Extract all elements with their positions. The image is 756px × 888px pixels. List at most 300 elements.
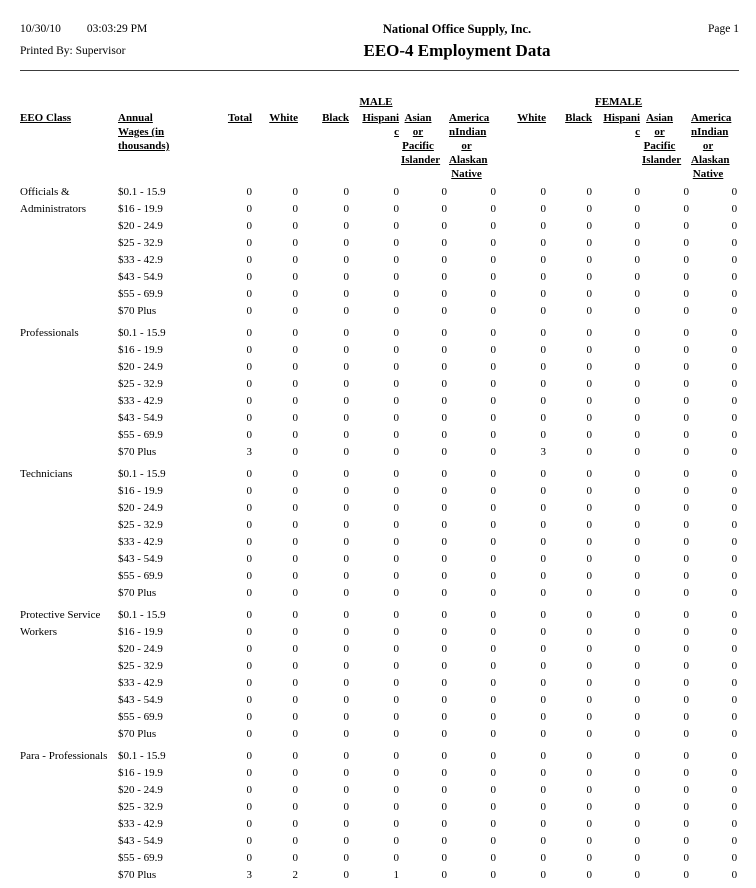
wage-band-cell: $0.1 - 15.9 xyxy=(118,468,166,480)
value-cell: 0 xyxy=(586,801,593,813)
print-date: 10/30/10 xyxy=(20,23,61,35)
value-cell: 0 xyxy=(490,327,497,339)
value-cell: 0 xyxy=(246,784,252,796)
value-cell: 0 xyxy=(343,468,349,480)
value-cell: 0 xyxy=(540,677,547,689)
value-cell: 0 xyxy=(634,519,641,531)
value-cell: 0 xyxy=(343,784,349,796)
value-cell: 0 xyxy=(731,626,738,638)
value-cell: 0 xyxy=(490,271,497,283)
wage-band-cell: $70 Plus xyxy=(118,446,157,458)
value-cell: 0 xyxy=(683,502,690,514)
value-cell: 0 xyxy=(540,485,547,497)
value-cell: 0 xyxy=(441,767,447,779)
value-cell: 0 xyxy=(731,485,738,497)
value-cell: 0 xyxy=(490,536,497,548)
value-cell: 0 xyxy=(343,361,349,373)
value-cell: 0 xyxy=(441,305,447,317)
wage-band-cell: $33 - 42.9 xyxy=(118,818,163,830)
value-cell: 0 xyxy=(246,852,252,864)
value-cell: 0 xyxy=(246,818,252,830)
value-cell: 0 xyxy=(683,305,690,317)
value-cell: 0 xyxy=(490,220,497,232)
value-cell: 0 xyxy=(490,412,497,424)
value-cell: 0 xyxy=(586,660,593,672)
value-cell: 0 xyxy=(731,327,738,339)
value-cell: 0 xyxy=(540,429,547,441)
value-cell: 0 xyxy=(246,429,252,441)
value-cell: 0 xyxy=(683,677,690,689)
value-cell: 0 xyxy=(683,361,690,373)
value-cell: 0 xyxy=(292,852,298,864)
value-cell: 0 xyxy=(292,327,298,339)
value-cell: 0 xyxy=(586,502,593,514)
value-cell: 0 xyxy=(343,869,349,881)
value-cell: 0 xyxy=(441,536,447,548)
value-cell: 0 xyxy=(441,694,447,706)
value-cell: 0 xyxy=(683,767,690,779)
value-cell: 0 xyxy=(393,305,399,317)
value-cell: 0 xyxy=(586,784,593,796)
wage-row xyxy=(20,568,739,585)
value-cell: 0 xyxy=(731,361,738,373)
value-cell: 0 xyxy=(343,570,349,582)
value-cell: 0 xyxy=(731,305,738,317)
value-cell: 0 xyxy=(540,570,547,582)
value-cell: 0 xyxy=(490,395,497,407)
wage-band-cell: $0.1 - 15.9 xyxy=(118,186,166,198)
value-cell: 0 xyxy=(634,784,641,796)
value-cell: 0 xyxy=(292,468,298,480)
wage-row xyxy=(20,551,739,568)
value-cell: 0 xyxy=(490,378,497,390)
column-header-total: Total xyxy=(227,112,252,124)
value-cell: 0 xyxy=(683,835,690,847)
wage-band-cell: $43 - 54.9 xyxy=(118,553,163,565)
wage-band-cell: $43 - 54.9 xyxy=(118,412,163,424)
value-cell: 0 xyxy=(343,711,349,723)
value-cell: 0 xyxy=(490,344,497,356)
value-cell: 0 xyxy=(586,869,593,881)
report-title: EEO-4 Employment Data xyxy=(363,41,551,60)
value-cell: 0 xyxy=(393,835,399,847)
value-cell: 0 xyxy=(490,750,497,762)
value-cell: 0 xyxy=(540,643,547,655)
wage-band-cell: $0.1 - 15.9 xyxy=(118,750,166,762)
value-cell: 0 xyxy=(586,694,593,706)
value-cell: 0 xyxy=(634,570,641,582)
value-cell: 0 xyxy=(731,711,738,723)
value-cell: 0 xyxy=(441,852,447,864)
value-cell: 0 xyxy=(393,553,399,565)
value-cell: 0 xyxy=(441,570,447,582)
wage-row xyxy=(20,850,739,867)
wage-row xyxy=(20,427,739,444)
value-cell: 0 xyxy=(246,801,252,813)
value-cell: 0 xyxy=(634,767,641,779)
value-cell: 0 xyxy=(343,852,349,864)
value-cell: 0 xyxy=(292,728,298,740)
value-cell: 0 xyxy=(634,288,641,300)
value-cell: 0 xyxy=(634,818,641,830)
value-cell: 0 xyxy=(393,395,399,407)
value-cell: 0 xyxy=(540,327,547,339)
value-cell: 0 xyxy=(586,361,593,373)
wage-row xyxy=(20,692,739,709)
value-cell: 3 xyxy=(246,869,252,881)
column-header-male-black: Black xyxy=(322,112,349,124)
page-number: Page 1 xyxy=(708,23,739,35)
value-cell: 0 xyxy=(586,711,593,723)
header-spacer xyxy=(20,95,254,111)
column-header-male-american-indian-alaskan-native: America nIndian or Alaskan Native xyxy=(449,112,490,180)
value-cell: 0 xyxy=(441,344,447,356)
wage-row xyxy=(20,743,739,765)
value-cell: 0 xyxy=(292,609,298,621)
value-cell: 0 xyxy=(731,446,738,458)
value-cell: 0 xyxy=(246,254,252,266)
value-cell: 0 xyxy=(246,626,252,638)
value-cell: 0 xyxy=(292,626,298,638)
female-group-header: FEMALE xyxy=(595,96,643,108)
value-cell: 0 xyxy=(490,852,497,864)
wage-row xyxy=(20,658,739,675)
wage-band-cell: $43 - 54.9 xyxy=(118,694,163,706)
value-cell: 0 xyxy=(246,536,252,548)
value-cell: 0 xyxy=(292,750,298,762)
value-cell: 0 xyxy=(393,818,399,830)
value-cell: 0 xyxy=(683,609,690,621)
value-cell: 0 xyxy=(586,728,593,740)
wage-row xyxy=(20,585,739,602)
column-header-female-hispanic: Hispani c xyxy=(603,112,641,138)
value-cell: 0 xyxy=(683,237,690,249)
value-cell: 0 xyxy=(393,288,399,300)
value-cell: 0 xyxy=(683,818,690,830)
wage-row xyxy=(20,816,739,833)
value-cell: 0 xyxy=(490,869,497,881)
value-cell: 0 xyxy=(246,361,252,373)
value-cell: 0 xyxy=(683,750,690,762)
value-cell: 0 xyxy=(490,784,497,796)
wage-band-cell: $55 - 69.9 xyxy=(118,429,163,441)
company-name: National Office Supply, Inc. xyxy=(382,22,532,36)
value-cell: 0 xyxy=(292,801,298,813)
value-cell: 0 xyxy=(246,203,252,215)
value-cell: 0 xyxy=(490,767,497,779)
value-cell: 0 xyxy=(683,570,690,582)
wage-row xyxy=(20,675,739,692)
value-cell: 0 xyxy=(634,220,641,232)
value-cell: 0 xyxy=(586,626,593,638)
value-cell: 0 xyxy=(393,694,399,706)
value-cell: 0 xyxy=(343,502,349,514)
value-cell: 0 xyxy=(393,852,399,864)
value-cell: 0 xyxy=(490,570,497,582)
wage-band-cell: $25 - 32.9 xyxy=(118,378,163,390)
value-cell: 0 xyxy=(586,186,593,198)
value-cell: 0 xyxy=(292,271,298,283)
wage-row xyxy=(20,534,739,551)
value-cell: 0 xyxy=(586,327,593,339)
value-cell: 0 xyxy=(540,186,547,198)
wage-band-cell: $20 - 24.9 xyxy=(118,643,163,655)
value-cell: 0 xyxy=(683,203,690,215)
value-cell: 0 xyxy=(441,750,447,762)
value-cell: 0 xyxy=(292,412,298,424)
value-cell: 0 xyxy=(343,835,349,847)
value-cell: 0 xyxy=(441,711,447,723)
value-cell: 0 xyxy=(441,237,447,249)
value-cell: 0 xyxy=(634,694,641,706)
value-cell: 0 xyxy=(292,288,298,300)
wage-band-cell: $0.1 - 15.9 xyxy=(118,327,166,339)
value-cell: 0 xyxy=(731,728,738,740)
value-cell: 0 xyxy=(441,485,447,497)
wage-band-cell: $20 - 24.9 xyxy=(118,784,163,796)
wage-row xyxy=(20,269,739,286)
value-cell: 0 xyxy=(393,643,399,655)
value-cell: 0 xyxy=(246,519,252,531)
value-cell: 0 xyxy=(292,784,298,796)
value-cell: 0 xyxy=(540,378,547,390)
value-cell: 0 xyxy=(246,237,252,249)
value-cell: 0 xyxy=(393,254,399,266)
value-cell: 0 xyxy=(540,626,547,638)
value-cell: 0 xyxy=(540,519,547,531)
eeo-class-cell: Protective Service Workers xyxy=(20,609,101,638)
eeo-class-cell: Para - Professionals xyxy=(20,750,108,762)
printed-by-value: Supervisor xyxy=(75,45,126,57)
value-cell: 0 xyxy=(586,429,593,441)
value-cell: 0 xyxy=(393,446,399,458)
value-cell: 0 xyxy=(393,327,399,339)
value-cell: 0 xyxy=(490,728,497,740)
value-cell: 0 xyxy=(393,412,399,424)
value-cell: 0 xyxy=(441,429,447,441)
value-cell: 0 xyxy=(441,254,447,266)
value-cell: 0 xyxy=(490,660,497,672)
male-group-header: MALE xyxy=(359,96,393,108)
column-header-female-black: Black xyxy=(565,112,593,124)
value-cell: 0 xyxy=(683,468,690,480)
value-cell: 0 xyxy=(586,412,593,424)
value-cell: 0 xyxy=(540,203,547,215)
value-cell: 0 xyxy=(292,694,298,706)
value-cell: 0 xyxy=(586,553,593,565)
value-cell: 0 xyxy=(540,553,547,565)
value-cell: 0 xyxy=(393,784,399,796)
eeo-data-table xyxy=(20,95,739,884)
value-cell: 0 xyxy=(490,446,497,458)
value-cell: 0 xyxy=(731,835,738,847)
value-cell: 0 xyxy=(490,711,497,723)
value-cell: 0 xyxy=(731,254,738,266)
value-cell: 0 xyxy=(292,835,298,847)
value-cell: 0 xyxy=(683,536,690,548)
value-cell: 0 xyxy=(292,767,298,779)
wage-band-cell: $33 - 42.9 xyxy=(118,395,163,407)
value-cell: 0 xyxy=(683,660,690,672)
value-cell: 0 xyxy=(292,378,298,390)
value-cell: 0 xyxy=(540,835,547,847)
value-cell: 0 xyxy=(246,305,252,317)
value-cell: 0 xyxy=(731,570,738,582)
value-cell: 0 xyxy=(246,412,252,424)
value-cell: 0 xyxy=(393,468,399,480)
value-cell: 0 xyxy=(540,395,547,407)
value-cell: 0 xyxy=(490,361,497,373)
value-cell: 0 xyxy=(292,587,298,599)
value-cell: 0 xyxy=(586,609,593,621)
value-cell: 1 xyxy=(393,869,399,881)
header-divider xyxy=(20,70,739,71)
value-cell: 0 xyxy=(731,395,738,407)
value-cell: 0 xyxy=(343,750,349,762)
wage-band-cell: $16 - 19.9 xyxy=(118,485,163,497)
value-cell: 0 xyxy=(683,852,690,864)
value-cell: 0 xyxy=(490,288,497,300)
wage-row xyxy=(20,201,739,218)
wage-band-cell: $55 - 69.9 xyxy=(118,570,163,582)
value-cell: 0 xyxy=(246,327,252,339)
value-cell: 0 xyxy=(540,711,547,723)
wage-row xyxy=(20,359,739,376)
value-cell: 0 xyxy=(731,869,738,881)
value-cell: 0 xyxy=(634,446,641,458)
value-cell: 0 xyxy=(683,587,690,599)
wage-row xyxy=(20,709,739,726)
value-cell: 0 xyxy=(292,395,298,407)
wage-row xyxy=(20,833,739,850)
value-cell: 0 xyxy=(393,186,399,198)
value-cell: 0 xyxy=(586,254,593,266)
value-cell: 0 xyxy=(731,660,738,672)
value-cell: 0 xyxy=(731,801,738,813)
value-cell: 0 xyxy=(540,254,547,266)
value-cell: 0 xyxy=(683,485,690,497)
value-cell: 0 xyxy=(393,378,399,390)
value-cell: 0 xyxy=(540,271,547,283)
value-cell: 0 xyxy=(586,237,593,249)
value-cell: 0 xyxy=(586,203,593,215)
value-cell: 0 xyxy=(586,395,593,407)
value-cell: 0 xyxy=(292,519,298,531)
value-cell: 0 xyxy=(246,485,252,497)
value-cell: 0 xyxy=(490,677,497,689)
value-cell: 0 xyxy=(490,186,497,198)
column-header-female-white: White xyxy=(517,112,547,124)
value-cell: 0 xyxy=(634,626,641,638)
value-cell: 0 xyxy=(441,395,447,407)
value-cell: 0 xyxy=(490,835,497,847)
value-cell: 0 xyxy=(634,643,641,655)
value-cell: 0 xyxy=(731,429,738,441)
value-cell: 0 xyxy=(246,502,252,514)
value-cell: 0 xyxy=(634,485,641,497)
value-cell: 0 xyxy=(634,852,641,864)
value-cell: 0 xyxy=(343,378,349,390)
column-header-eeo-class: EEO Class xyxy=(20,112,72,124)
print-time: 03:03:29 PM xyxy=(86,23,148,35)
value-cell: 0 xyxy=(393,344,399,356)
value-cell: 0 xyxy=(731,750,738,762)
value-cell: 0 xyxy=(683,288,690,300)
wage-row xyxy=(20,483,739,500)
value-cell: 0 xyxy=(634,536,641,548)
value-cell: 0 xyxy=(393,237,399,249)
value-cell: 0 xyxy=(683,643,690,655)
wage-band-cell: $0.1 - 15.9 xyxy=(118,609,166,621)
value-cell: 0 xyxy=(246,728,252,740)
header-center xyxy=(255,22,659,61)
value-cell: 0 xyxy=(586,570,593,582)
value-cell: 0 xyxy=(683,446,690,458)
wage-band-cell: $25 - 32.9 xyxy=(118,519,163,531)
value-cell: 0 xyxy=(292,502,298,514)
value-cell: 0 xyxy=(586,220,593,232)
value-cell: 0 xyxy=(393,660,399,672)
value-cell: 0 xyxy=(343,186,349,198)
value-cell: 0 xyxy=(393,609,399,621)
value-cell: 0 xyxy=(343,536,349,548)
value-cell: 0 xyxy=(540,344,547,356)
value-cell: 0 xyxy=(540,536,547,548)
wage-band-cell: $16 - 19.9 xyxy=(118,626,163,638)
value-cell: 0 xyxy=(634,237,641,249)
value-cell: 0 xyxy=(441,468,447,480)
value-cell: 0 xyxy=(246,186,252,198)
value-cell: 0 xyxy=(683,711,690,723)
value-cell: 0 xyxy=(683,186,690,198)
column-header-row xyxy=(20,111,739,184)
value-cell: 0 xyxy=(393,626,399,638)
value-cell: 0 xyxy=(490,818,497,830)
value-cell: 0 xyxy=(292,361,298,373)
value-cell: 0 xyxy=(683,395,690,407)
wage-band-cell: $70 Plus xyxy=(118,728,157,740)
value-cell: 0 xyxy=(731,852,738,864)
gender-group-row xyxy=(20,95,739,111)
wage-band-cell: $43 - 54.9 xyxy=(118,271,163,283)
value-cell: 0 xyxy=(731,288,738,300)
value-cell: 0 xyxy=(246,677,252,689)
value-cell: 0 xyxy=(292,643,298,655)
value-cell: 0 xyxy=(343,553,349,565)
wage-row xyxy=(20,765,739,782)
value-cell: 0 xyxy=(540,784,547,796)
value-cell: 0 xyxy=(731,344,738,356)
value-cell: 0 xyxy=(731,203,738,215)
wage-band-cell: $70 Plus xyxy=(118,869,157,881)
value-cell: 0 xyxy=(683,784,690,796)
wage-row xyxy=(20,726,739,743)
value-cell: 0 xyxy=(343,694,349,706)
wage-row xyxy=(20,410,739,427)
value-cell: 0 xyxy=(540,361,547,373)
value-cell: 0 xyxy=(490,429,497,441)
value-cell: 0 xyxy=(634,271,641,283)
value-cell: 0 xyxy=(683,728,690,740)
printed-by-label: Printed By: xyxy=(20,45,73,57)
value-cell: 0 xyxy=(441,519,447,531)
wage-row xyxy=(20,461,739,483)
value-cell: 0 xyxy=(540,502,547,514)
wage-band-cell: $25 - 32.9 xyxy=(118,801,163,813)
value-cell: 0 xyxy=(540,660,547,672)
value-cell: 0 xyxy=(393,271,399,283)
value-cell: 0 xyxy=(586,750,593,762)
